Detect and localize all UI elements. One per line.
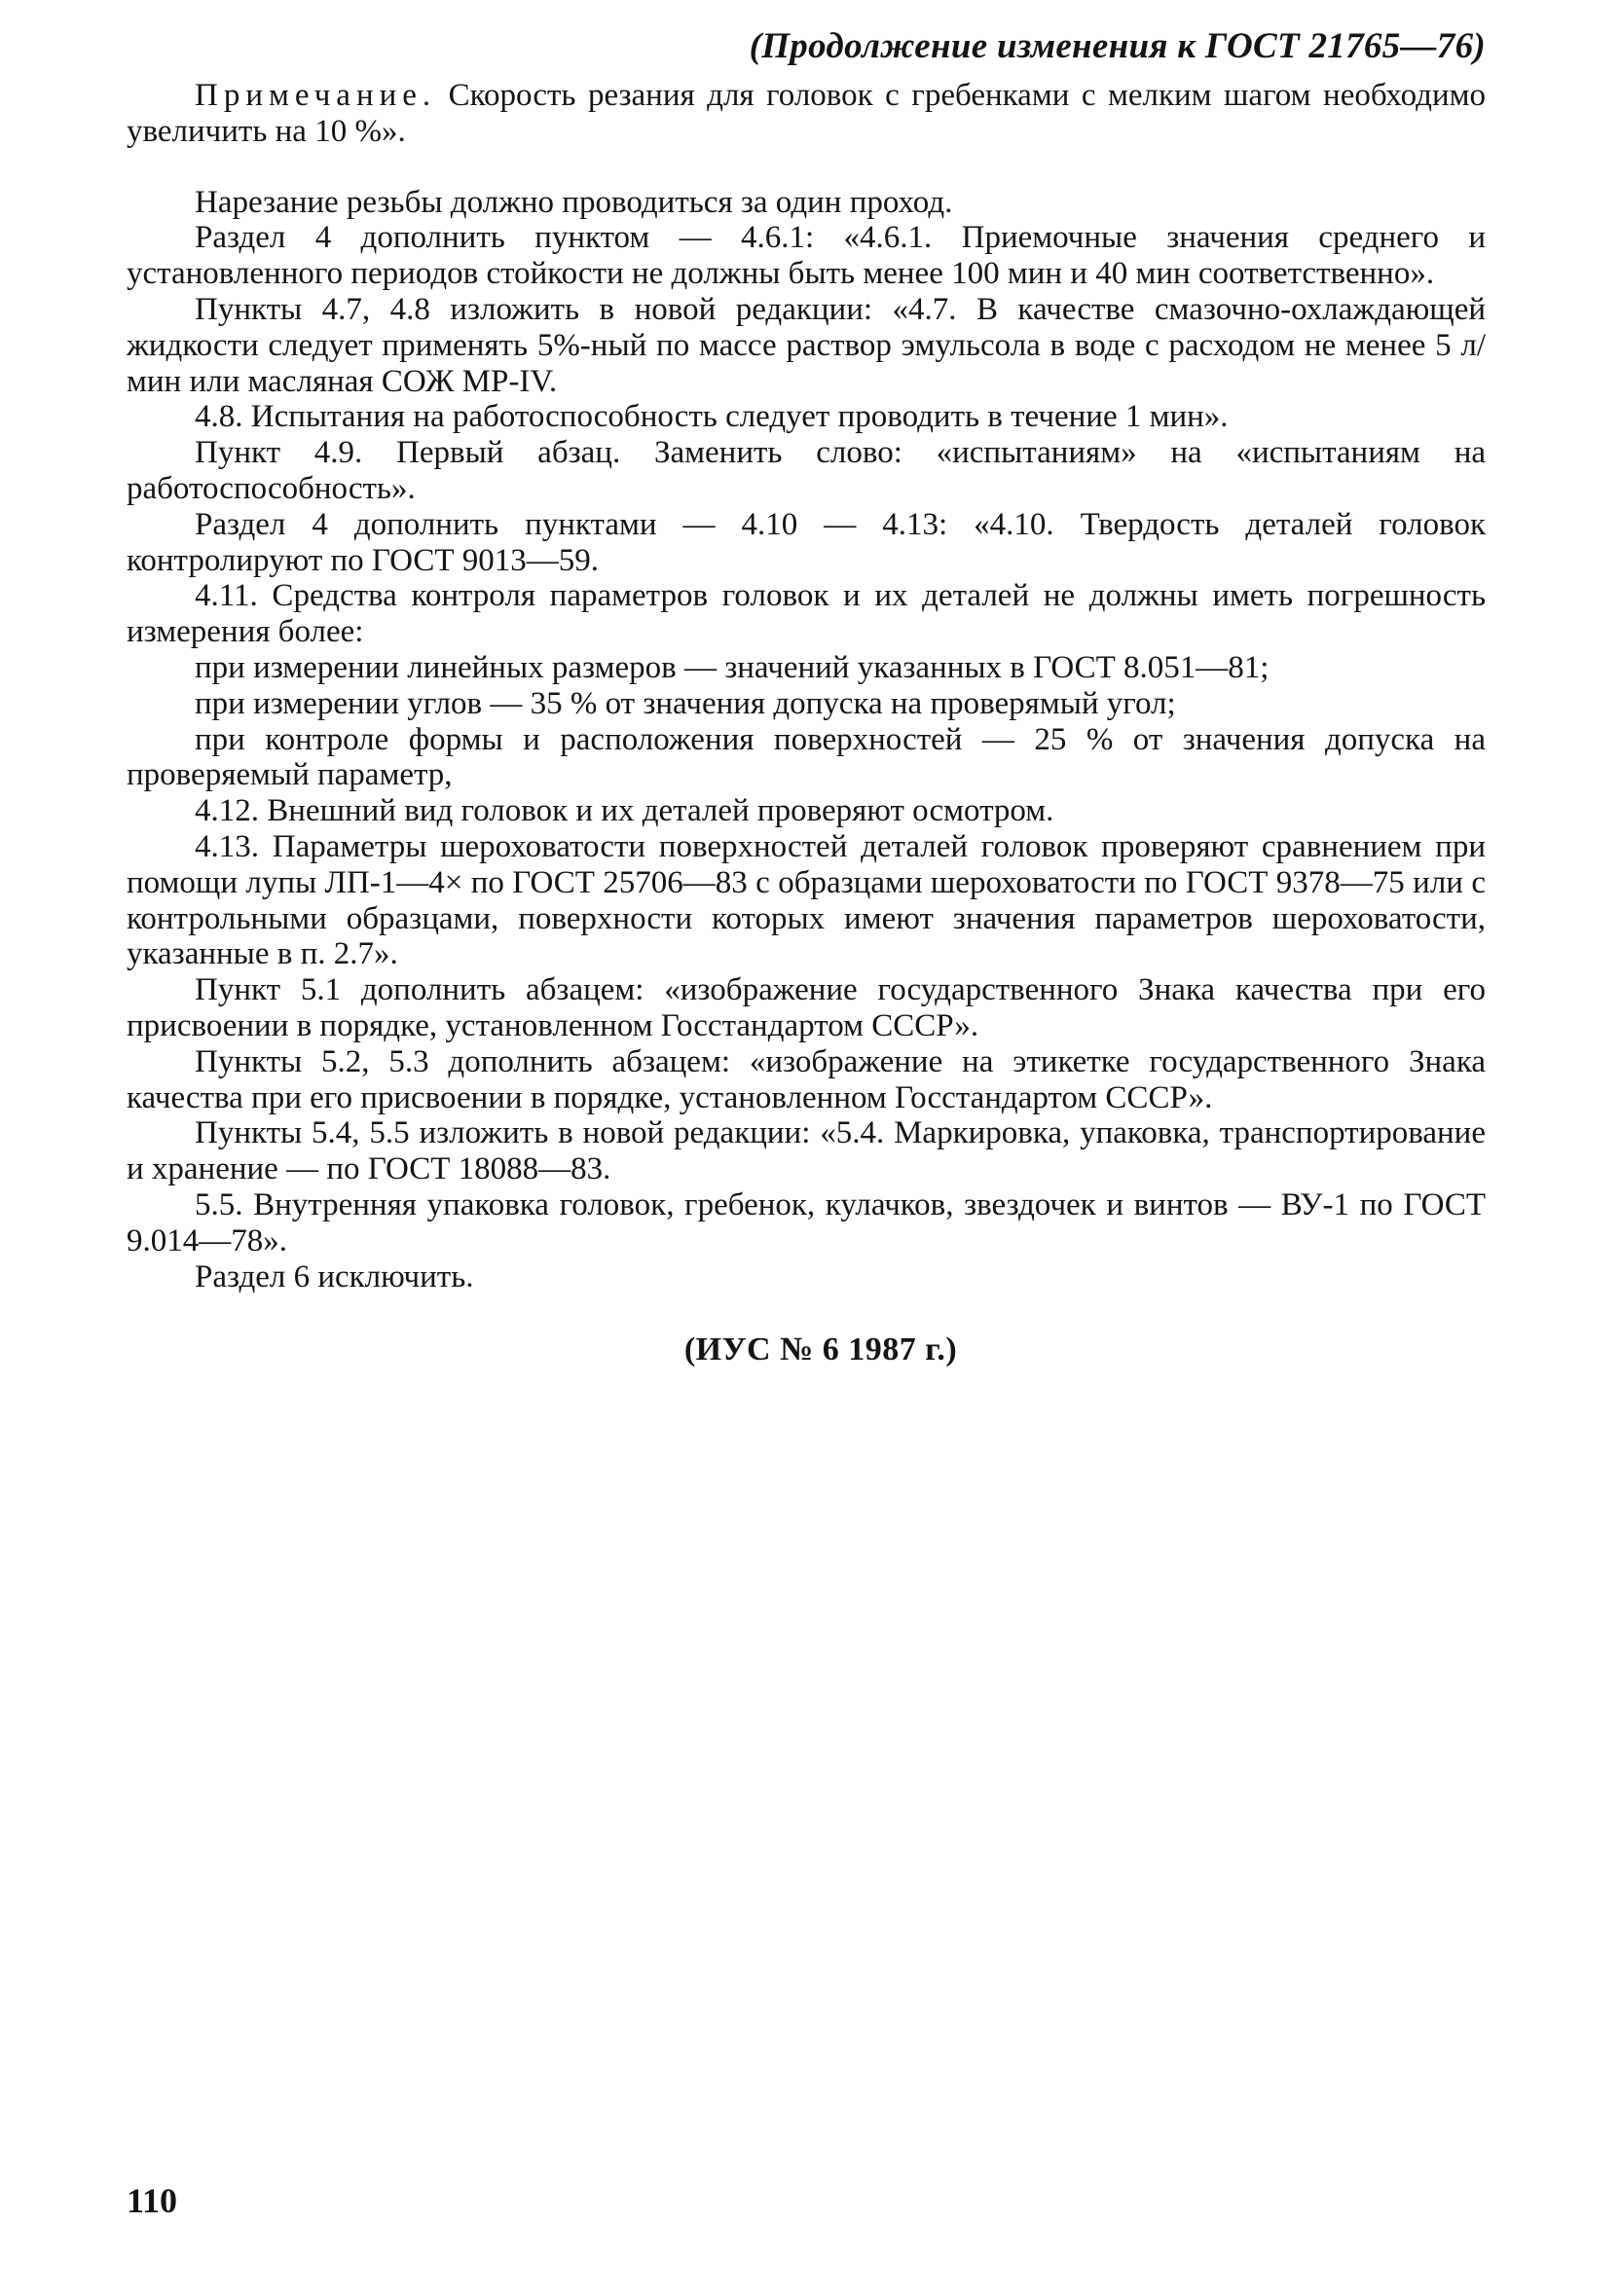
paragraph: 4.12. Внешний вид головок и их деталей проверяют осмотром. <box>195 793 1054 829</box>
note-paragraph <box>127 78 1486 150</box>
paragraph: Пункт 5.1 дополнить абзацем: «изображение государственного Знака качества при его присвоении в порядке, установленном Госстандартом СССР». <box>127 972 1486 1043</box>
paragraph: 5.5. Внутренняя упаковка головок, гребенок, кулачков, звездочек и винтов — ВУ-1 по ГОСТ 9.014—78». <box>127 1186 1486 1258</box>
note-label: Примечание. <box>195 78 437 113</box>
paragraph: Пункты 4.7, 4.8 изложить в новой редакции: «4.7. В качестве смазочно-охлаждающей жидкости следует применять 5%-ный по массе раствор эмульсола в воде с расходом не менее 5 л/мин или масляная СОЖ МР-IV. <box>127 291 1486 399</box>
paragraph: Раздел 4 дополнить пунктами — 4.10 — 4.13: «4.10. Твердость деталей головок контролируют по ГОСТ 9013—59. <box>127 506 1486 578</box>
paragraph: 4.8. Испытания на работоспособность следует проводить в течение 1 мин». <box>195 399 1229 435</box>
paragraph: 4.13. Параметры шероховатости поверхностей деталей головок проверяют сравнением при помощи лупы ЛП-1—4× по ГОСТ 25706—83 с образцами шероховатости по ГОСТ 9378—75 или с контрольными образцами, поверхности которых имеют значения параметров шероховатости, указанные в п. 2.7». <box>127 828 1486 972</box>
note-text: Скорость резания для головок с гребенками с мелким шагом необходимо увеличить на 10 %». <box>127 78 1486 149</box>
source-reference <box>0 1331 1620 1368</box>
paragraph: 4.11. Средства контроля параметров головок и их деталей не должны иметь погрешность измерения более: <box>127 578 1486 650</box>
list-item: при измерении линейных размеров — значений указанных в ГОСТ 8.051—81; <box>195 649 1270 685</box>
continuation-header: (Продолжение изменения к ГОСТ 21765—76) <box>749 26 1486 66</box>
source-reference-text: (ИУС № 6 1987 г.) <box>683 1331 958 1367</box>
paragraph: Пункт 4.9. Первый абзац. Заменить слово: «испытаниям» на «испытаниям на работоспособность». <box>127 435 1486 506</box>
list-item: при измерении углов — 35 % от значения допуска на проверямый угол; <box>195 685 1176 721</box>
page-number: 110 <box>127 2181 178 2220</box>
document-body <box>127 78 1486 1294</box>
paragraph: Пункты 5.2, 5.3 дополнить абзацем: «изображение на этикетке государственного Знака качества при его присвоении в порядке, установленном Госстандартом СССР». <box>127 1043 1486 1115</box>
paragraph: Нарезание резьбы должно проводиться за один проход. <box>195 184 953 220</box>
paragraph: Раздел 4 дополнить пунктом — 4.6.1: «4.6.1. Приемочные значения среднего и установленного периодов стойкости не должны быть менее 100 мин и 40 мин соответственно». <box>127 220 1486 292</box>
list-item: при контроле формы и расположения поверхностей — 25 % от значения допуска на проверяемый параметр, <box>127 721 1486 793</box>
paragraph: Пункты 5.4, 5.5 изложить в новой редакции: «5.4. Маркировка, упаковка, транспортирование и хранение — по ГОСТ 18088—83. <box>127 1115 1486 1187</box>
paragraph: Раздел 6 исключить. <box>195 1258 474 1294</box>
